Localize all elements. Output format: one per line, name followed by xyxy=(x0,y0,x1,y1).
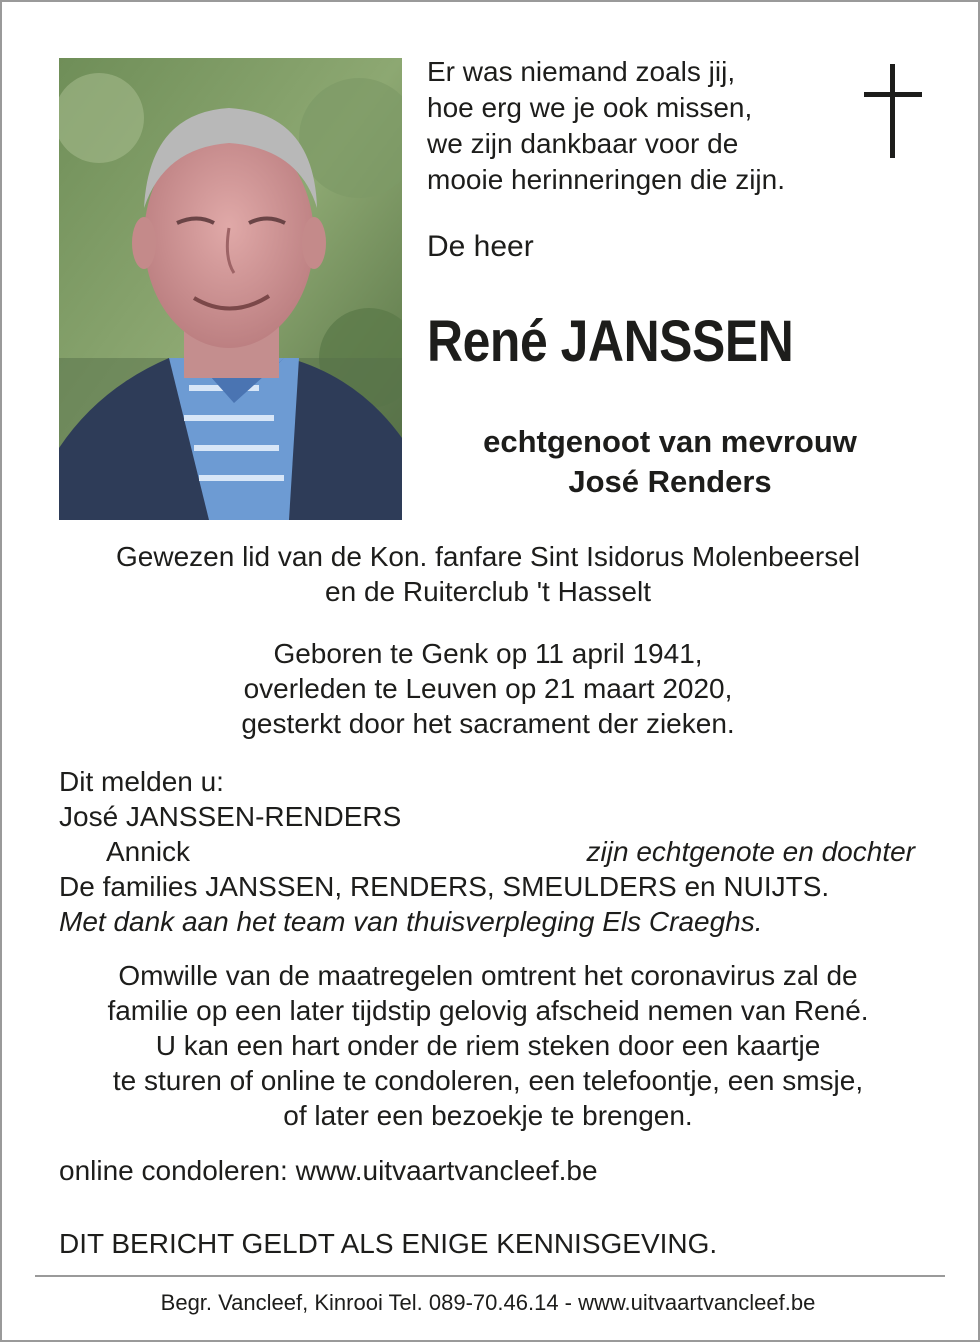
online-condolence: online condoleren: www.uitvaartvancleef.be xyxy=(59,1155,598,1186)
divider xyxy=(35,1275,945,1277)
covid-line: te sturen of online te condoleren, een telefoontje, een smsje, xyxy=(112,1065,864,1096)
announcement-intro: Dit melden u: xyxy=(59,766,224,797)
mourner-relation: zijn echtgenote en dochter xyxy=(586,836,915,867)
notice-line: DIT BERICHT GELDT ALS ENIGE KENNISGEVING. xyxy=(59,1228,718,1259)
covid-line: Omwille van de maatregelen omtrent het coronavirus zal de xyxy=(118,960,858,991)
membership-text xyxy=(0,539,976,609)
funeral-home-footer: Begr. Vancleef, Kinrooi Tel. 089-70.46.14 - www.uitvaartvancleef.be xyxy=(160,1290,816,1315)
birth-line: Geboren te Genk op 11 april 1941, xyxy=(273,638,703,669)
mourner-name: José JANSSEN-RENDERS xyxy=(59,801,402,832)
membership-line: Gewezen lid van de Kon. fanfare Sint Isidorus Molenbeersel xyxy=(116,541,860,572)
deceased-name: René JANSSEN xyxy=(427,309,794,374)
spouse-line: echtgenoot van mevrouw xyxy=(483,424,857,459)
death-line: overleden te Leuven op 21 maart 2020, xyxy=(243,673,733,704)
honorific: De heer xyxy=(427,230,534,263)
poem-line: we zijn dankbaar voor de xyxy=(427,128,739,159)
poem-line: Er was niemand zoals jij, xyxy=(427,56,736,87)
poem-line: hoe erg we je ook missen, xyxy=(427,92,753,123)
covid-line: familie op een later tijdstip gelovig afscheid nemen van René. xyxy=(107,995,869,1026)
covid-line: U kan een hart onder de riem steken door een kaartje xyxy=(155,1030,821,1061)
announcement xyxy=(59,764,401,834)
sacrament-line: gesterkt door het sacrament der zieken. xyxy=(241,708,735,739)
covid-line: of later een bezoekje te brengen. xyxy=(283,1100,693,1131)
poem xyxy=(427,54,857,198)
life-dates xyxy=(0,636,976,741)
families-line: De families JANSSEN, RENDERS, SMEULDERS en NUIJTS. xyxy=(59,871,830,902)
cross-icon xyxy=(864,64,922,160)
spouse-name: José Renders xyxy=(568,464,772,499)
portrait-photo xyxy=(59,58,402,520)
membership-line: en de Ruiterclub 't Hasselt xyxy=(325,576,651,607)
thanks-line: Met dank aan het team van thuisverpleging Els Craeghs. xyxy=(59,906,763,937)
covid-message xyxy=(0,958,976,1133)
spouse-info xyxy=(420,422,920,502)
poem-line: mooie herinneringen die zijn. xyxy=(427,164,785,195)
mourner-name: Annick xyxy=(106,836,191,867)
